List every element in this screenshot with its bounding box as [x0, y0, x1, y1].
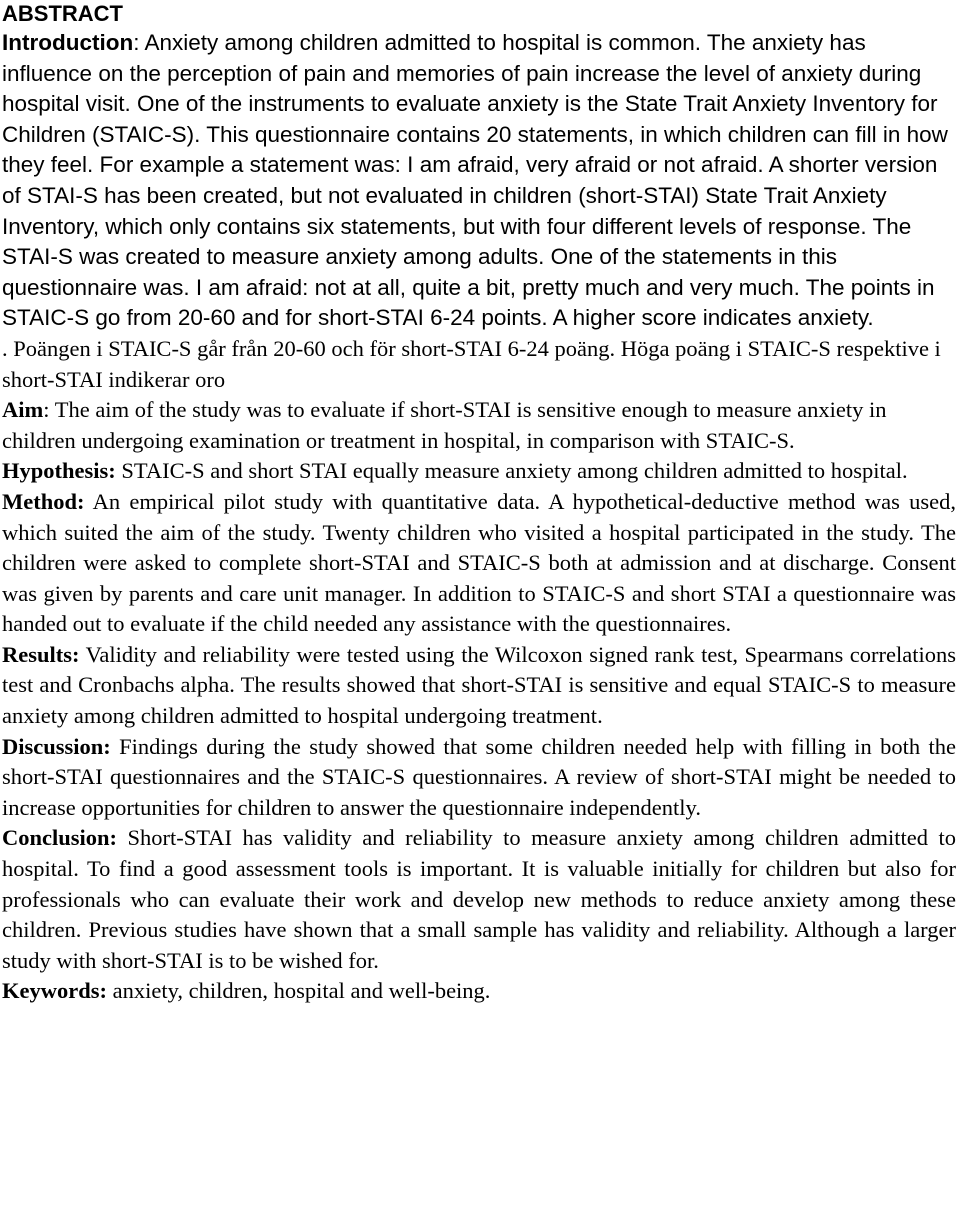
conclusion-text: Short-STAI has validity and reliability to measure anxiety among children admitted to hospital. To find a good assessment tools is important. It is valuable initially for children but also for professionals who can evaluate their work and develop new methods to reduce anxiety among these children. Previous studies have shown that a small sample has validity and reliability. Although a larger study with short-STAI is to be wished for.	[2, 825, 956, 973]
method-text: An empirical pilot study with quantitative data. A hypothetical-deductive method was used, which suited the aim of the study. Twenty children who visited a hospital participated in the study. The children were asked to complete short-STAI and STAIC-S both at admission and at discharge. Consent was given by parents and care unit manager. In addition to STAIC-S and short STAI a questionnaire was handed out to evaluate if the child needed any assistance with the questionnaires.	[2, 488, 956, 637]
keywords-paragraph	[2, 976, 956, 1007]
discussion-text: Findings during the study showed that some children needed help with filling in both the short-STAI questionnaires and the STAIC-S questionnaires. A review of short-STAI might be needed to increase opportunities for children to answer the questionnaire independently.	[2, 733, 956, 820]
introduction-paragraph	[2, 28, 956, 334]
results-label: Results:	[2, 641, 80, 667]
conclusion-label: Conclusion:	[2, 825, 118, 851]
keywords-label: Keywords:	[2, 978, 107, 1004]
aim-label: Aim	[2, 397, 44, 423]
aim-paragraph	[2, 395, 956, 456]
results-text: Validity and reliability were tested using the Wilcoxon signed rank test, Spearmans correlations test and Cronbachs alpha. The results showed that short-STAI is sensitive and equal STAIC-S to measure anxiety among children admitted to hospital undergoing treatment.	[2, 641, 956, 729]
swedish-note-paragraph: . Poängen i STAIC-S går från 20-60 och för short-STAI 6-24 poäng. Höga poäng i STAIC-S respektive i short-STAI indikerar oro	[2, 335, 941, 392]
hypothesis-text: STAIC-S and short STAI equally measure anxiety among children admitted to hospital.	[115, 458, 908, 484]
introduction-text: : Anxiety among children admitted to hospital is common. The anxiety has influence on the perception of pain and memories of pain increase the level of anxiety during hospital visit. One of the instruments to evaluate anxiety is the State Trait Anxiety Inventory for Children (STAIC-S). This questionnaire contains 20 statements, in which children can fill in how they feel. For example a statement was: I am afraid, very afraid or not afraid. A shorter version of STAI-S has been created, but not evaluated in children (short-STAI) State Trait Anxiety Inventory, which only contains six statements, but with four different levels of response. The STAI-S was created to measure anxiety among adults. One of the statements in this questionnaire was. I am afraid: not at all, quite a bit, pretty much and very much. The points in STAIC-S go from 20-60 and for short-STAI 6-24 points. A higher score indicates anxiety.	[2, 30, 948, 331]
keywords-text: anxiety, children, hospital and well-being.	[107, 978, 491, 1004]
introduction-label: Introduction	[2, 30, 134, 55]
discussion-label: Discussion:	[2, 733, 111, 759]
aim-text: : The aim of the study was to evaluate if short-STAI is sensitive enough to measure anxiety in children undergoing examination or treatment in hospital, in comparison with STAIC-S.	[2, 397, 887, 453]
conclusion-paragraph	[2, 823, 956, 976]
discussion-paragraph	[2, 732, 956, 824]
abstract-heading: ABSTRACT	[2, 1, 123, 26]
method-label: Method:	[2, 488, 85, 514]
hypothesis-paragraph	[2, 456, 956, 487]
hypothesis-label: Hypothesis:	[2, 458, 116, 484]
results-paragraph	[2, 640, 956, 732]
method-paragraph	[2, 487, 956, 640]
